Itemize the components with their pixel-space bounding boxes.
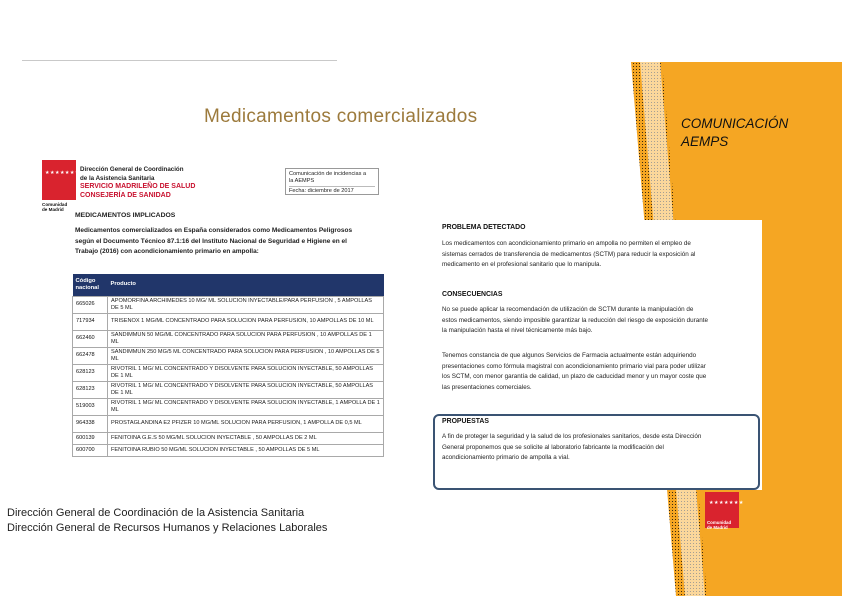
cell-code: 717934 (73, 313, 108, 330)
table-header-row (73, 274, 384, 296)
cell-product: PROSTAGLANDINA E2 PFIZER 10 MG/ML SOLUCION PARA PERFUSION, 1 AMPOLLA DE 0,5 ML (108, 415, 384, 432)
col-code-header: Código nacional (73, 274, 108, 296)
comunidad-madrid-logo (42, 160, 80, 200)
logo-caption-1: Comunidad (42, 202, 68, 207)
communication-box (285, 168, 379, 195)
top-rule (22, 60, 337, 61)
cell-code: 662478 (73, 347, 108, 364)
cell-code: 600700 (73, 444, 108, 456)
table-row (73, 313, 384, 330)
table-row (73, 347, 384, 364)
com-box-line-2: la AEMPS (289, 178, 315, 184)
intro-line-1: Medicamentos comercializados en España considerados como Medicamentos Peligrosos (75, 227, 353, 234)
propuestas-heading: PROPUESTAS (442, 418, 489, 425)
col-product-header: Producto (108, 274, 384, 296)
table-row (73, 330, 384, 347)
medications-table (72, 274, 384, 457)
problema-line-2: sistemas cerrados de transferencia de medicamentos (SCTM) para reducir la exposición al (442, 250, 696, 258)
cell-product: RIVOTRIL 1 MG/ ML CONCENTRADO Y DISOLVENTE PARA SOLUCION INYECTABLE, 50 AMPOLLAS DE 1 ML (108, 364, 384, 381)
cell-product: SANDIMMUN 250 MG/5 ML CONCENTRADO PARA SOLUCION PARA PERFUSION , 10 AMPOLLAS DE 5 ML (108, 347, 384, 364)
propuestas-paragraph (442, 432, 754, 464)
table-row (73, 444, 384, 456)
table-row (73, 296, 384, 313)
cell-code: 628123 (73, 364, 108, 381)
logo-bottom-caption-1: Comunidad (707, 520, 732, 525)
footer-line-1: Dirección General de Coordinación de la Asistencia Sanitaria (7, 507, 305, 519)
cell-code: 519003 (73, 398, 108, 415)
document-left (42, 158, 392, 488)
const-line-4: las presentaciones comerciales. (442, 383, 532, 391)
table-row (73, 398, 384, 415)
const-line-3: los SCTM, con menor garantía de calidad, un plazo de caducidad menor y un mayor coste que (442, 373, 707, 380)
logo-bottom-stars: ★★★★★★★ (709, 500, 744, 506)
constancia-paragraph (442, 351, 754, 393)
prop-line-3: acondicionamiento primario de ampolla a vial. (442, 454, 570, 461)
cell-product: TRISENOX 1 MG/ML CONCENTRADO PARA SOLUCION PARA PERFUSION, 10 AMPOLLAS DE 10 ML (108, 313, 384, 330)
const-line-2: presentaciones como fórmula magistral con acondicionamiento primario vial para poder utilizar (442, 362, 706, 370)
footer (7, 506, 327, 536)
cell-code: 628123 (73, 381, 108, 398)
inst-line-3: SERVICIO MADRILEÑO DE SALUD (80, 183, 196, 190)
cell-code: 964338 (73, 415, 108, 432)
problema-paragraph (442, 239, 754, 271)
footer-line-2: Dirección General de Recursos Humanos y Relaciones Laborales (7, 522, 328, 534)
logo-bottom-caption-2: de Madrid (707, 525, 728, 530)
consecuencias-heading: CONSECUENCIAS (442, 291, 503, 298)
table-body (73, 296, 384, 456)
problema-line-1: Los medicamentos con acondicionamiento primario en ampolla no permiten el empleo de (442, 240, 691, 247)
consec-line-3: la manipulación hasta el nivel técnicamente más bajo. (442, 327, 593, 334)
com-box-line-1: Comunicación de incidencias a (289, 171, 367, 177)
const-line-1: Tenemos constancia de que algunos Servicios de Farmacia actualmente están adquiriendo (442, 352, 697, 359)
table-row (73, 381, 384, 398)
logo-bottom-caption (707, 520, 731, 530)
implicated-heading: MEDICAMENTOS IMPLICADOS (75, 212, 176, 219)
problema-line-3: medicamento en el profesional sanitario que lo manipula. (442, 261, 602, 268)
aemps-line-1: COMUNICACIÓN (681, 116, 789, 131)
cell-code: 662460 (73, 330, 108, 347)
consec-line-2: estos medicamentos, siendo imposible garantizar la reducción del riesgo de exposición durante (442, 316, 709, 324)
intro-line-3: Trabajo (2016) con acondicionamiento primario en ampolla: (75, 248, 259, 255)
logo-caption-2: de Madrid (42, 207, 64, 212)
cell-code: 600139 (73, 432, 108, 444)
institution-header (80, 166, 240, 200)
table-row (73, 415, 384, 432)
aemps-line-2: AEMPS (681, 134, 729, 149)
cell-product: SANDIMMUN 50 MG/ML CONCENTRADO PARA SOLUCION PARA PERFUSION , 10 AMPOLLAS DE 1 ML (108, 330, 384, 347)
cell-product: RIVOTRIL 1 MG/ ML CONCENTRADO Y DISOLVENTE PARA SOLUCION INYECTABLE, 50 AMPOLLAS DE 1 ML (108, 381, 384, 398)
intro-line-2: según el Documento Técnico 87.1:16 del Instituto Nacional de Seguridad e Higiene en el (75, 237, 347, 245)
cell-product: RIVOTRIL 1 MG/ ML CONCENTRADO Y DISOLVENTE PARA SOLUCION INYECTABLE, 1 AMPOLLA DE 1 ML (108, 398, 384, 415)
cell-product: FENITOINA G.E.S 50 MG/ML SOLUCION INYECTABLE , 50 AMPOLLAS DE 2 ML (108, 432, 384, 444)
inst-line-2: de la Asistencia Sanitaria (80, 174, 155, 182)
logo-caption (42, 202, 67, 212)
intro-paragraph (75, 226, 375, 258)
document-right (436, 220, 762, 490)
prop-line-1: A fin de proteger la seguridad y la salud de los profesionales sanitarios, desde esta Dirección (442, 433, 702, 440)
cell-product: FENITOINA RUBIO 50 MG/ML SOLUCION INYECTABLE , 50 AMPOLLAS DE 5 ML (108, 444, 384, 456)
cell-code: 665026 (73, 296, 108, 313)
slide-title: Medicamentos comercializados (204, 106, 478, 127)
prop-line-2: General proponemos que se solicite al laboratorio fabricante la modificación del (442, 443, 664, 451)
logo-stars: ★★★★★★★ (45, 170, 80, 176)
consecuencias-paragraph (442, 305, 754, 337)
table-row (73, 364, 384, 381)
com-box-date: Fecha: diciembre de 2017 (289, 186, 375, 195)
consec-line-1: No se puede aplicar la recomendación de utilización de SCTM durante la manipulación de (442, 306, 694, 313)
problema-heading: PROBLEMA DETECTADO (442, 224, 526, 231)
aemps-label (681, 115, 788, 151)
table-row (73, 432, 384, 444)
cell-product: APOMORFINA ARCHIMEDES 10 MG/ ML SOLUCION INYECTABLE/PARA PERFUSION , 5 AMPOLLAS DE 5 ML (108, 296, 384, 313)
inst-line-4: CONSEJERÍA DE SANIDAD (80, 191, 171, 199)
inst-line-1: Dirección General de Coordinación (80, 166, 184, 173)
